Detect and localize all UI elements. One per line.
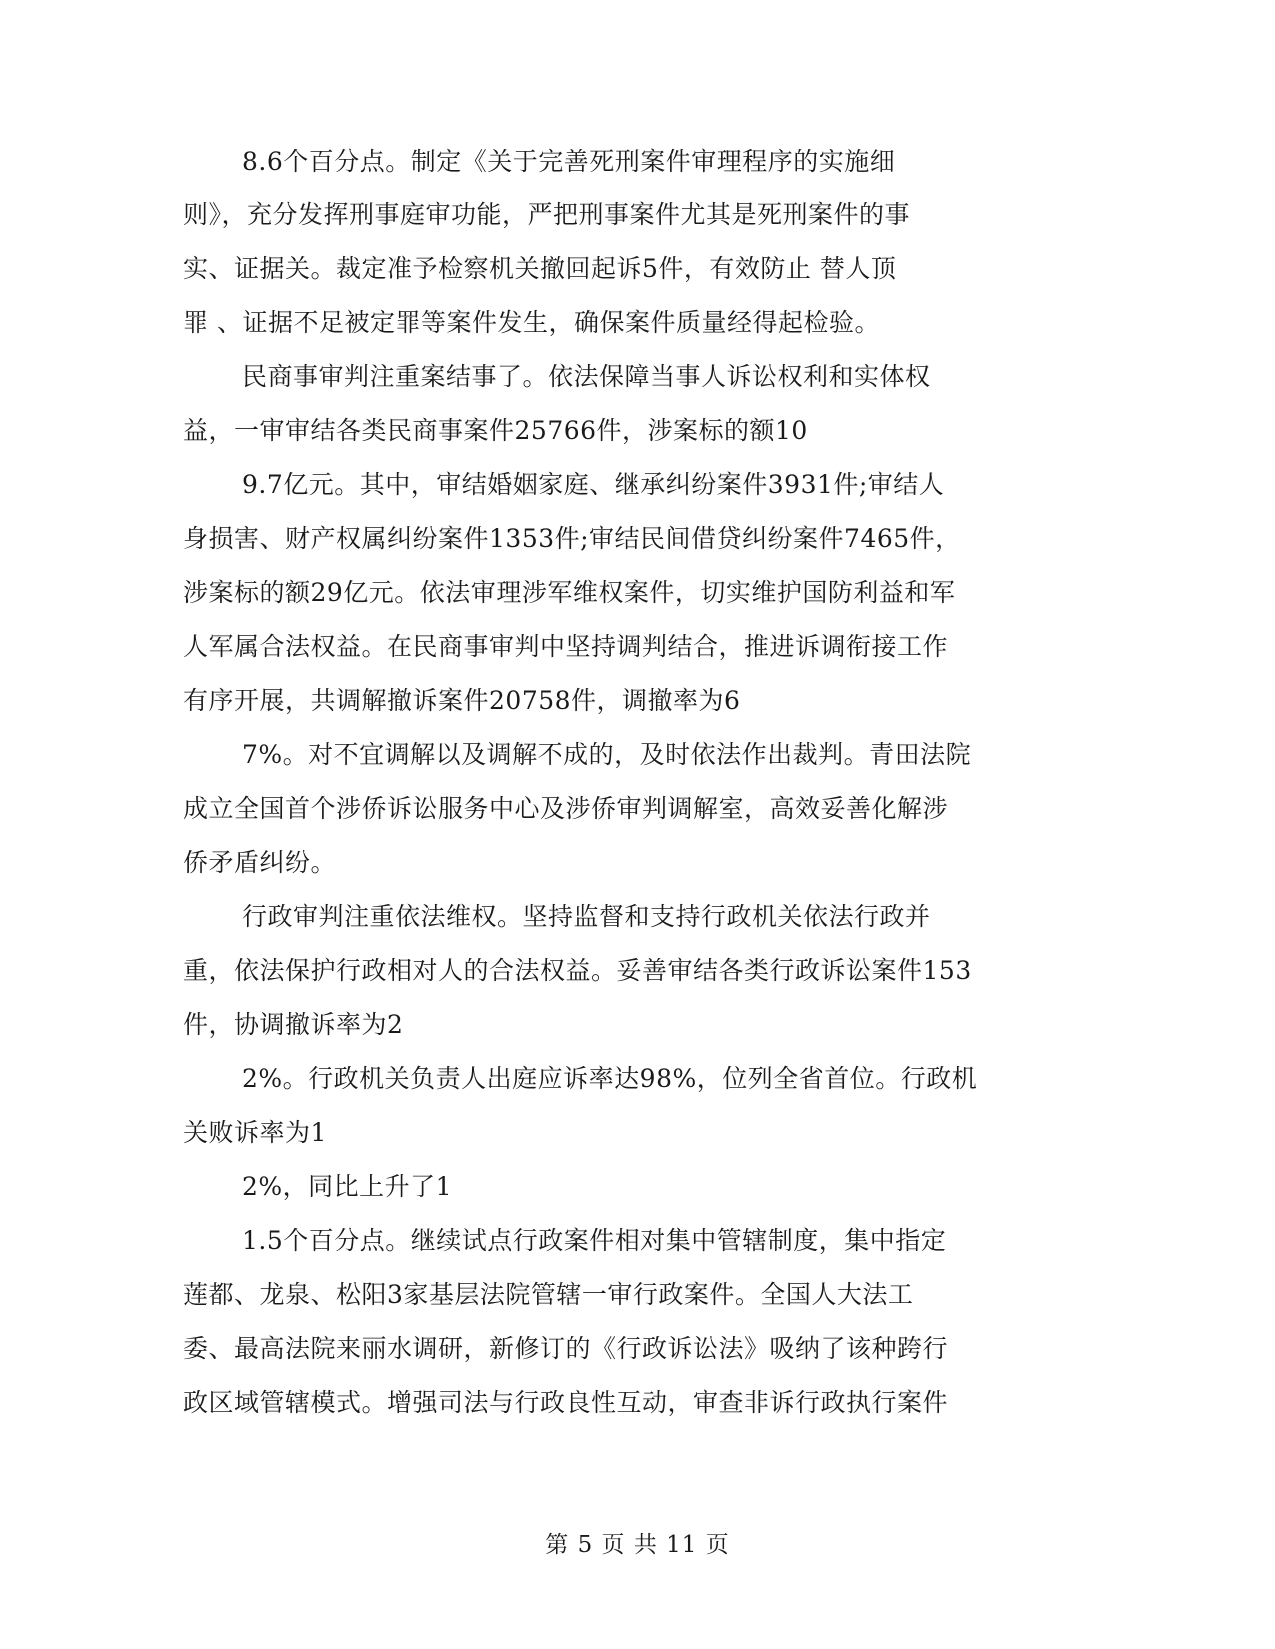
text-line: 委、最高法院来丽水调研，新修订的《行政诉讼法》吸纳了该种跨行 [183, 1334, 949, 1363]
text-line: 重，依法保护行政相对人的合法权益。妥善审结各类行政诉讼案件153 [183, 956, 972, 985]
text-line: 涉案标的额29亿元。依法审理涉军维权案件，切实维护国防利益和军 [183, 578, 956, 607]
text-line: 实、证据关。裁定准予检察机关撤回起诉5件，有效防止 替人顶 [183, 254, 897, 283]
text-line: 身损害、财产权属纠纷案件1353件;审结民间借贷纠纷案件7465件， [183, 524, 961, 553]
text-line: 9.7亿元。其中，审结婚姻家庭、继承纠纷案件3931件;审结人 [242, 470, 945, 499]
text-line: 2%，同比上升了1 [242, 1172, 453, 1201]
text-line: 有序开展，共调解撤诉案件20758件，调撤率为6 [183, 686, 741, 715]
text-line: 关败诉率为1 [183, 1118, 327, 1147]
text-line: 政区域管辖模式。增强司法与行政良性互动，审查非诉行政执行案件 [183, 1388, 949, 1417]
text-line: 8.6个百分点。制定《关于完善死刑案件审理程序的实施细 [242, 147, 896, 176]
text-line: 行政审判注重依法维权。坚持监督和支持行政机关依法行政并 [242, 902, 931, 931]
text-line: 人军属合法权益。在民商事审判中坚持调判结合，推进诉调衔接工作 [183, 632, 949, 661]
text-line: 则》，充分发挥刑事庭审功能，严把刑事案件尤其是死刑案件的事 [183, 200, 911, 229]
page-number-footer: 第 5 页 共 11 页 [545, 1532, 730, 1558]
text-line: 2%。行政机关负责人出庭应诉率达98%，位列全省首位。行政机 [242, 1064, 978, 1093]
text-line: 罪 、证据不足被定罪等案件发生，确保案件质量经得起检验。 [183, 308, 880, 337]
text-line: 侨矛盾纠纷。 [183, 848, 337, 877]
text-line: 成立全国首个涉侨诉讼服务中心及涉侨审判调解室，高效妥善化解涉 [183, 794, 949, 823]
text-line: 件，协调撤诉率为2 [183, 1010, 404, 1039]
text-line: 民商事审判注重案结事了。依法保障当事人诉讼权利和实体权 [242, 362, 931, 391]
text-line: 1.5个百分点。继续试点行政案件相对集中管辖制度，集中指定 [242, 1226, 947, 1255]
text-line: 7%。对不宜调解以及调解不成的，及时依法作出裁判。青田法院 [242, 740, 972, 769]
text-line: 莲都、龙泉、松阳3家基层法院管辖一审行政案件。全国人大法工 [183, 1280, 914, 1309]
text-line: 益，一审审结各类民商事案件25766件，涉案标的额10 [183, 416, 808, 445]
